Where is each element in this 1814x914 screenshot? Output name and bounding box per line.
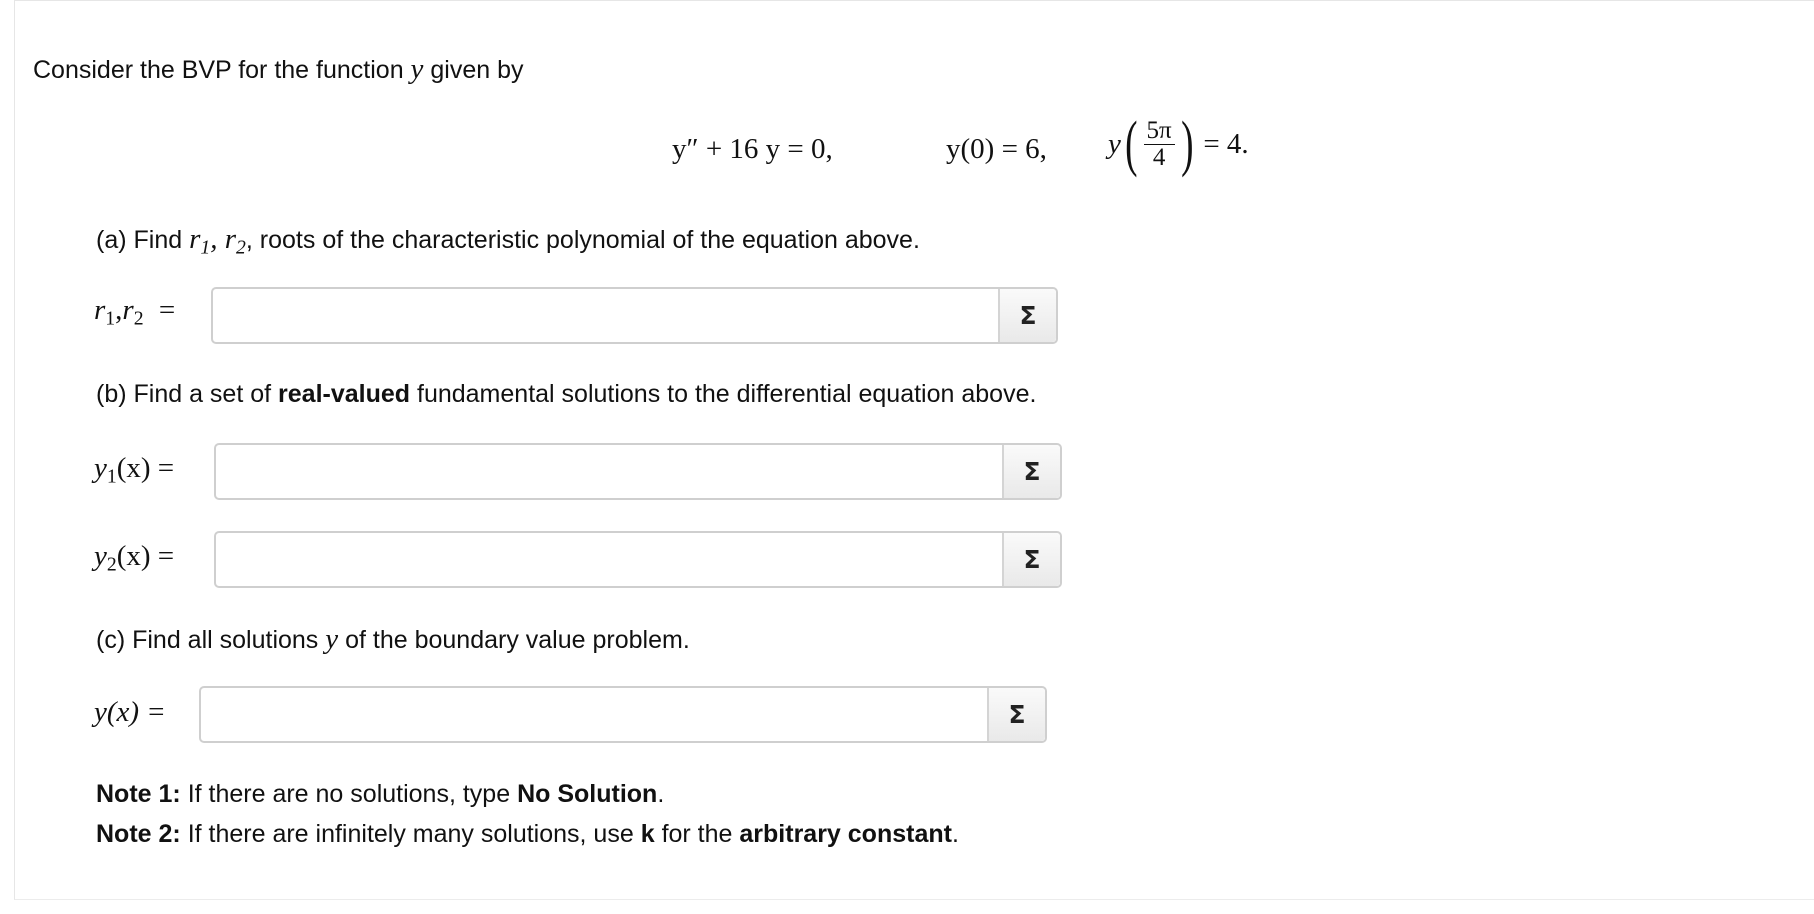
sigma-icon: Σ (1023, 545, 1041, 574)
y-answer-box (199, 686, 1047, 743)
note-2-bold: arbitrary constant (739, 820, 952, 848)
sigma-icon: Σ (1023, 457, 1041, 486)
label-r2-sub: 2 (133, 307, 144, 330)
ode-equation: y″ + 16 y = 0, (672, 133, 833, 165)
part-b-prompt (96, 380, 1036, 409)
part-c-prefix: (c) Find all solutions (96, 626, 319, 654)
bc2-numerator: 5π (1144, 118, 1175, 145)
note-2-k: k (640, 820, 655, 848)
y2-sub: 2 (106, 553, 117, 576)
y2-label (94, 540, 174, 577)
roots-sigma-button[interactable] (998, 289, 1056, 342)
part-c-prompt (96, 623, 690, 656)
note-2-end: . (951, 820, 959, 848)
r2-sub: 2 (236, 236, 246, 259)
bc2-rhs: = 4. (1203, 127, 1249, 160)
note-1 (96, 780, 664, 809)
boundary-condition-2 (1108, 110, 1249, 178)
left-paren: ( (1125, 110, 1138, 178)
r1-sub: 1 (200, 236, 211, 259)
y2-input[interactable] (216, 533, 1002, 586)
y-sigma-button[interactable] (987, 688, 1045, 741)
y-input[interactable] (201, 688, 987, 741)
y1-label (94, 452, 174, 489)
part-c-suffix: of the boundary value problem. (345, 626, 690, 654)
initial-condition-1: y(0) = 6, (946, 133, 1047, 165)
y1-arg: (x) = (116, 452, 175, 484)
part-a-prefix: (a) Find (96, 226, 183, 254)
sigma-icon: Σ (1019, 301, 1037, 330)
note-1-label: Note 1: (96, 780, 181, 808)
roots-label (94, 294, 175, 331)
part-b-prefix: (b) Find a set of (96, 380, 272, 408)
part-a-prompt (96, 223, 920, 260)
note-2-label: Note 2: (96, 820, 181, 848)
roots-input[interactable] (213, 289, 998, 342)
y1-answer-box (214, 443, 1062, 500)
y1-sub: 1 (106, 465, 117, 488)
label-r1-sub: 1 (105, 307, 116, 330)
y-label: y(x) = (94, 696, 166, 728)
bc2-fraction (1144, 118, 1175, 171)
intro-var: y (410, 53, 424, 85)
note-2-mid: for the (661, 820, 733, 848)
part-b-bold: real-valued (278, 380, 411, 408)
y2-symbol: y (94, 540, 107, 572)
part-a-suffix: , roots of the characteristic polynomial of the equation above. (245, 226, 920, 254)
r1-symbol: r (189, 223, 201, 255)
label-r2: r (122, 294, 134, 326)
y1-sigma-button[interactable] (1002, 445, 1060, 498)
note-2-text: If there are infinitely many solutions, use (187, 820, 634, 848)
right-paren: ) (1180, 110, 1194, 178)
intro-prefix: Consider the BVP for the function (33, 56, 404, 84)
note-2 (96, 820, 959, 849)
note-1-end: . (657, 780, 665, 808)
note-1-bold: No Solution (517, 780, 658, 808)
bc2-denominator: 4 (1152, 143, 1166, 171)
y1-input[interactable] (216, 445, 1002, 498)
label-r1: r (94, 294, 106, 326)
r-sep: , (210, 223, 218, 255)
y2-answer-box (214, 531, 1062, 588)
y2-arg: (x) = (116, 540, 175, 572)
label-sep: , (115, 294, 123, 326)
y1-symbol: y (94, 452, 107, 484)
roots-answer-box (211, 287, 1058, 344)
label-eq: = (158, 294, 176, 326)
y2-sigma-button[interactable] (1002, 533, 1060, 586)
part-b-suffix: fundamental solutions to the differential equation above. (417, 380, 1037, 408)
part-c-var: y (325, 623, 339, 655)
intro-suffix: given by (430, 56, 524, 84)
bc2-func: y (1108, 127, 1121, 160)
sigma-icon: Σ (1008, 700, 1026, 729)
r2-symbol: r (224, 223, 237, 255)
intro-text (33, 53, 524, 86)
note-1-text: If there are no solutions, type (187, 780, 511, 808)
